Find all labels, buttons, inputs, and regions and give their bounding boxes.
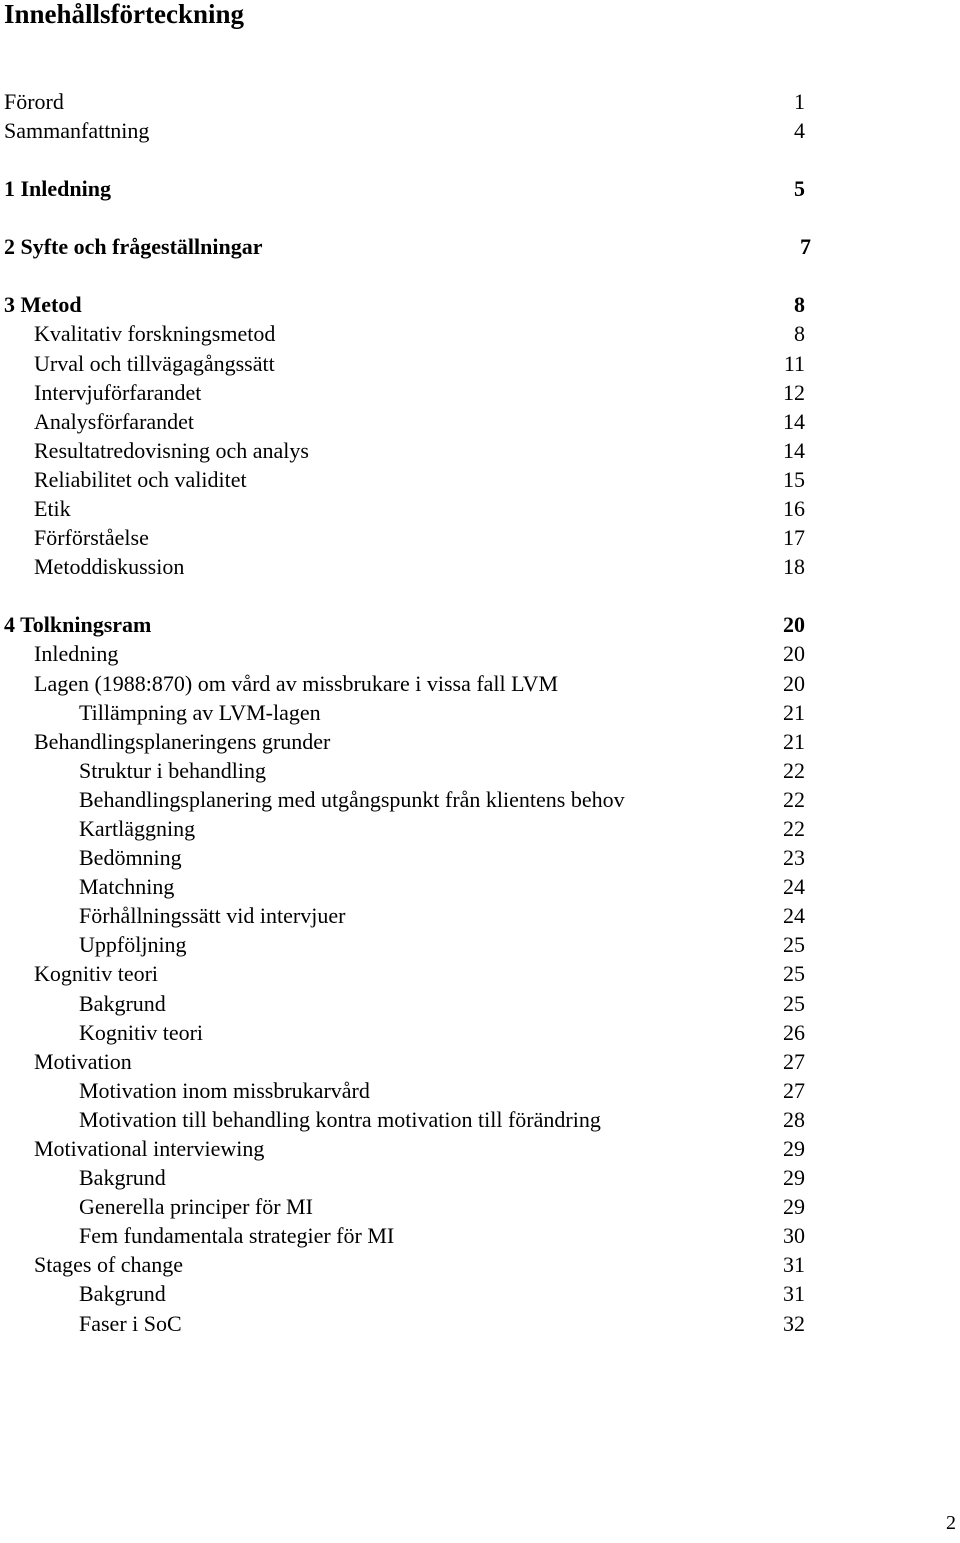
toc-entry-page: 23 (783, 845, 805, 871)
toc-entry (0, 436, 960, 465)
toc-entry-label: Inledning (34, 641, 119, 667)
toc-entry (0, 756, 960, 785)
toc-entry-label: Urval och tillvägagångssätt (34, 350, 275, 376)
toc-entry (0, 989, 960, 1018)
toc-entry (0, 1018, 960, 1047)
toc-entry-label: Stages of change (34, 1252, 184, 1278)
toc-entry-page: 28 (783, 1106, 805, 1132)
toc-entry-page: 24 (783, 874, 805, 900)
toc-entry (0, 1076, 960, 1105)
toc-entry (0, 1163, 960, 1192)
toc-entry-label: Bedömning (79, 845, 182, 871)
toc-entry-label: Lagen (1988:870) om vård av missbrukare i vissa fall LVM (34, 670, 559, 696)
toc-entry-label: Reliabilitet och validitet (34, 466, 247, 492)
toc-entry (0, 378, 960, 407)
toc-entry-label: Tillämpning av LVM-lagen (79, 699, 321, 725)
toc-entry (0, 727, 960, 756)
toc-entry (0, 552, 960, 581)
toc-entry-label: Sammanfattning (4, 118, 150, 144)
toc-entry-label: Fem fundamentala strategier för MI (79, 1223, 395, 1249)
toc-entry (0, 610, 960, 639)
toc-entry-label: Etik (34, 496, 71, 522)
toc-entry-page: 14 (783, 437, 805, 463)
toc-entry-label: Metoddiskussion (34, 554, 185, 580)
toc-entry-page: 27 (783, 1048, 805, 1074)
toc-entry-label: 3 Metod (4, 292, 82, 318)
toc-entry (0, 814, 960, 843)
toc-entry (0, 1134, 960, 1163)
toc-entry-label: Motivation till behandling kontra motivation till förändring (79, 1106, 601, 1132)
toc-entry-page: 29 (783, 1194, 805, 1220)
toc-entry (0, 843, 960, 872)
toc-entry (0, 1192, 960, 1221)
toc-entry-page: 20 (783, 641, 805, 667)
toc-entry (0, 232, 960, 261)
page-number: 2 (946, 1512, 956, 1534)
page-title: Innehållsförteckning (4, 0, 245, 29)
toc-entry-label: Förord (4, 89, 64, 114)
toc-entry (0, 494, 960, 523)
toc-entry-page: 20 (783, 670, 805, 696)
toc-entry (0, 116, 960, 145)
toc-entry-page: 4 (794, 118, 805, 144)
toc-entry-page: 15 (783, 466, 805, 492)
toc-entry (0, 290, 960, 319)
toc-entry-label: Faser i SoC (79, 1310, 182, 1336)
toc-entry (0, 465, 960, 494)
toc-entry-page: 30 (783, 1223, 805, 1249)
toc-entry (0, 698, 960, 727)
toc-entry-page: 16 (783, 496, 805, 522)
toc-entry-page: 25 (783, 990, 805, 1016)
toc-entry-page: 1 (794, 89, 805, 114)
toc-entry-label: Matchning (79, 874, 175, 900)
toc-entry (0, 639, 960, 668)
toc-entry-page: 11 (783, 350, 805, 376)
toc-entry-page: 22 (783, 815, 805, 841)
toc-entry (0, 349, 960, 378)
toc-entry-page: 18 (783, 554, 805, 580)
toc-entry (0, 523, 960, 552)
toc-entry-page: 22 (783, 786, 805, 812)
toc-entry (0, 959, 960, 988)
toc-entry (0, 669, 960, 698)
toc-entry-label: Behandlingsplanering med utgångspunkt från klientens behov (79, 786, 625, 812)
toc-entry-label: Bakgrund (79, 1165, 166, 1191)
toc-entry (0, 319, 960, 348)
toc-entry-page: 31 (783, 1281, 805, 1307)
toc-entry-page: 29 (783, 1165, 805, 1191)
table-of-contents (0, 87, 960, 1338)
toc-entry-label: Analysförfarandet (34, 408, 195, 434)
toc-entry (0, 174, 960, 203)
toc-entry-page: 27 (783, 1077, 805, 1103)
toc-entry (0, 407, 960, 436)
toc-entry-label: Förhållningssätt vid intervjuer (79, 903, 346, 929)
toc-entry-page: 14 (783, 408, 805, 434)
toc-entry-label: Bakgrund (79, 990, 166, 1016)
toc-entry-label: 1 Inledning (4, 176, 111, 202)
toc-entry-page: 7 (800, 234, 811, 260)
toc-entry-label: 4 Tolkningsram (4, 612, 152, 638)
toc-entry (0, 87, 960, 116)
toc-entry-page: 8 (794, 292, 805, 318)
toc-entry-page: 21 (783, 728, 805, 754)
toc-entry-page: 25 (783, 961, 805, 987)
toc-entry-label: Motivation inom missbrukarvård (79, 1077, 370, 1103)
toc-entry-page: 29 (783, 1136, 805, 1161)
toc-entry-page: 32 (783, 1310, 805, 1336)
toc-entry-label: Kognitiv teori (79, 1019, 204, 1045)
toc-entry-page: 21 (783, 699, 805, 725)
toc-entry-page: 8 (794, 321, 805, 347)
toc-entry-label: Uppföljning (79, 932, 187, 958)
toc-entry-page: 12 (783, 379, 805, 405)
toc-entry-page: 20 (783, 612, 805, 638)
toc-entry-page: 31 (783, 1252, 805, 1278)
toc-entry (0, 901, 960, 930)
toc-entry-label: Motivational interviewing (34, 1136, 265, 1161)
toc-entry-label: Kvalitativ forskningsmetod (34, 321, 276, 347)
toc-entry-page: 22 (783, 757, 805, 783)
toc-entry (0, 1250, 960, 1279)
toc-entry-label: Motivation (34, 1048, 132, 1074)
toc-entry-page: 5 (794, 176, 805, 202)
toc-entry (0, 1105, 960, 1134)
toc-entry-page: 24 (783, 903, 805, 929)
toc-entry-label: Struktur i behandling (79, 757, 266, 783)
toc-entry (0, 1309, 960, 1338)
toc-entry-label: Kartläggning (79, 815, 196, 841)
toc-entry (0, 785, 960, 814)
toc-entry (0, 1279, 960, 1308)
toc-entry-page: 17 (783, 525, 805, 551)
toc-entry (0, 872, 960, 901)
toc-entry-label: 2 Syfte och frågeställningar (4, 234, 263, 260)
toc-entry (0, 1221, 960, 1250)
toc-entry (0, 930, 960, 959)
toc-entry (0, 1047, 960, 1076)
toc-entry-label: Kognitiv teori (34, 961, 159, 987)
toc-entry-label: Generella principer för MI (79, 1194, 313, 1220)
toc-entry-label: Intervjuförfarandet (34, 379, 202, 405)
toc-entry-page: 26 (783, 1019, 805, 1045)
toc-entry-label: Bakgrund (79, 1281, 166, 1307)
toc-entry-page: 25 (783, 932, 805, 958)
toc-entry-label: Förförståelse (34, 525, 149, 551)
toc-entry-label: Behandlingsplaneringens grunder (34, 728, 331, 754)
toc-entry-label: Resultatredovisning och analys (34, 437, 309, 463)
